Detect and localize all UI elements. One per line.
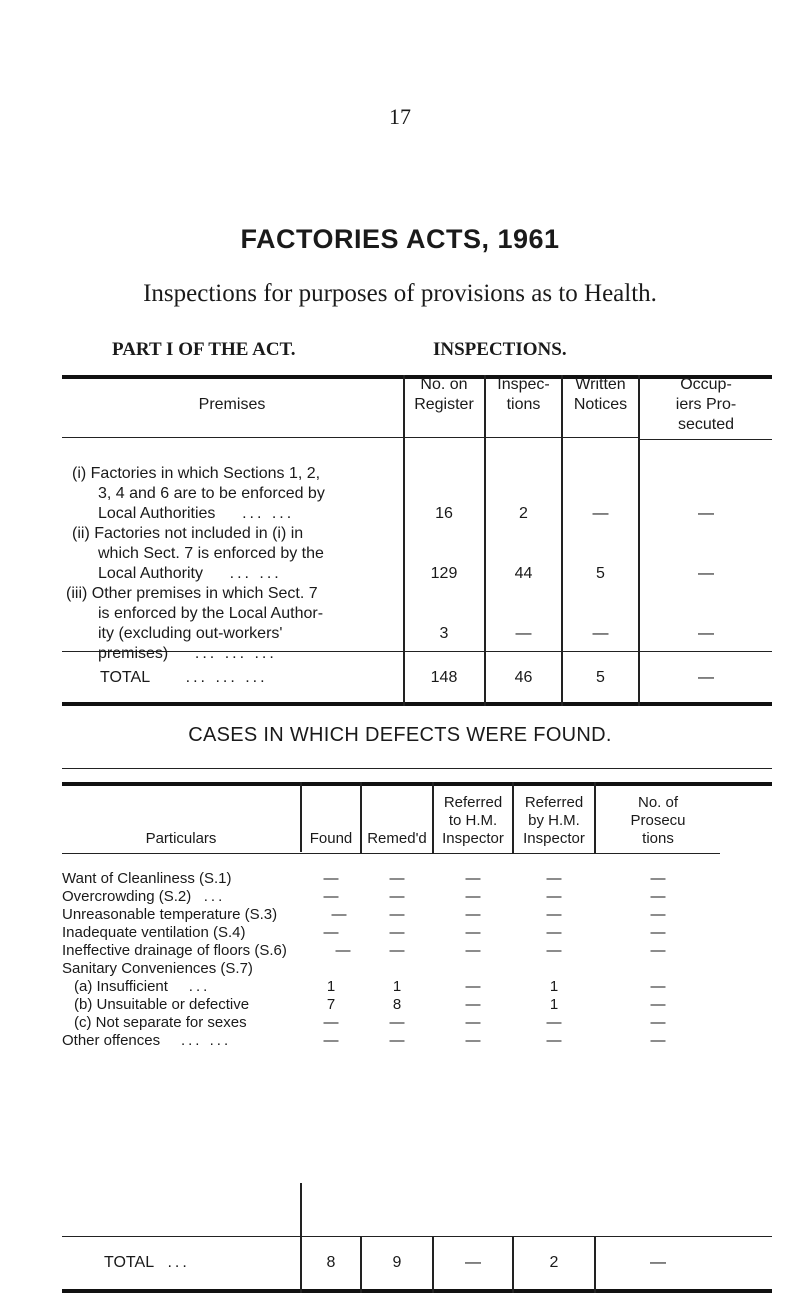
table2-header-rule [62, 853, 720, 854]
cell-found: — [323, 924, 339, 941]
cell-referred-to: — [465, 996, 481, 1013]
header-referred-by: Referred by H.M. Inspector [523, 794, 585, 847]
header-found: Found [309, 830, 353, 847]
cell-referred-by: — [546, 1014, 562, 1031]
cell-referred-to: — [465, 888, 481, 905]
cell-remedied: — [389, 942, 405, 959]
total-remedied: 9 [392, 1254, 402, 1271]
list-item: Want of Cleanliness (S.1) [62, 870, 232, 887]
table2-bottom-rule [62, 1289, 772, 1293]
cell-referred-to: — [465, 978, 481, 995]
cell-prosecuted: — [698, 565, 714, 582]
cell-found: — [323, 1032, 339, 1049]
total-label: TOTAL ... ... ... [100, 669, 268, 686]
table-row-label: (iii) Other premises in which Sect. 7 is enforced by the Local Author- ity (excluding out-workers' premises) ... ... ... [66, 585, 324, 662]
cell-found: — [335, 942, 351, 959]
part-heading: PART I OF THE ACT. [112, 339, 296, 360]
cell-prosecutions: — [650, 942, 666, 959]
total-found: 8 [326, 1254, 336, 1271]
list-item: Unreasonable temperature (S.3) [62, 906, 278, 923]
list-item: (b) Unsuitable or defective [74, 996, 250, 1013]
cell-referred-to: — [465, 924, 481, 941]
total-referred-by: 2 [549, 1254, 559, 1271]
cell-register: 129 [430, 565, 458, 582]
list-item: Overcrowding (S.2) ... [62, 888, 226, 905]
cell-prosecutions: — [650, 870, 666, 887]
cell-inspections: 2 [519, 505, 528, 522]
cell-referred-by: — [546, 924, 562, 941]
cell-remedied: — [389, 870, 405, 887]
table1-header-rule-right [640, 439, 772, 440]
cell-prosecutions: — [650, 924, 666, 941]
cell-found: — [323, 888, 339, 905]
list-item: Inadequate ventilation (S.4) [62, 924, 246, 941]
cell-referred-by: — [546, 906, 562, 923]
cell-remedied: 8 [392, 996, 402, 1013]
cell-remedied: — [389, 906, 405, 923]
header-prosecutions: No. of Prosecu tions [630, 794, 686, 847]
page-title: FACTORIES ACTS, 1961 [240, 224, 560, 254]
table1-header-rule [62, 437, 640, 438]
header-prosecuted: Occup- iers Pro- secuted [675, 376, 737, 433]
table2-top-hairline [62, 768, 772, 769]
cell-referred-to: — [465, 870, 481, 887]
cell-prosecuted: — [698, 625, 714, 642]
header-written-notices: Written Notices [573, 376, 628, 413]
page-number: 17 [389, 104, 411, 129]
cell-remedied: 1 [392, 978, 402, 995]
total-register: 148 [430, 669, 458, 686]
cell-referred-by: — [546, 1032, 562, 1049]
cell-prosecuted: — [698, 505, 714, 522]
cell-found: 7 [326, 996, 336, 1013]
cell-notices: — [592, 505, 609, 522]
cell-found: — [323, 870, 339, 887]
cell-remedied: — [389, 888, 405, 905]
table2-top-rule [62, 782, 772, 786]
total-label: TOTAL ... [104, 1254, 190, 1271]
cell-referred-by: 1 [549, 996, 559, 1013]
cell-prosecutions: — [650, 1032, 666, 1049]
cell-prosecutions: — [650, 978, 666, 995]
list-item: (c) Not separate for sexes [74, 1014, 247, 1031]
cell-found: — [331, 906, 347, 923]
cell-prosecutions: — [650, 888, 666, 905]
total-inspections: 46 [514, 669, 533, 686]
total-prosecutions: — [650, 1254, 666, 1271]
total-prosecuted: — [698, 669, 714, 686]
table-row-label: (i) Factories in which Sections 1, 2, 3, 4 and 6 are to be enforced by Local Authorities ... ... [72, 465, 325, 522]
table1-col-divider [561, 375, 563, 706]
inspections-heading: INSPECTIONS. [433, 339, 567, 360]
cases-heading: CASES IN WHICH DEFECTS WERE FOUND. [188, 724, 612, 746]
table1-col-divider [484, 375, 486, 706]
cell-remedied: — [389, 1014, 405, 1031]
cell-inspections: 44 [514, 565, 533, 582]
cell-referred-by: — [546, 942, 562, 959]
page-subtitle: Inspections for purposes of provisions as to Health. [143, 280, 657, 307]
list-item: Ineffective drainage of floors (S.6) [62, 942, 287, 959]
cell-found: 1 [326, 978, 336, 995]
cell-remedied: — [389, 924, 405, 941]
header-referred-to: Referred to H.M. Inspector [442, 794, 504, 847]
cell-referred-by: — [546, 870, 562, 887]
header-inspections: Inspec- tions [497, 376, 550, 413]
header-particulars: Particulars [145, 830, 217, 847]
cell-referred-to: — [465, 906, 481, 923]
list-item: Other offences ... ... [62, 1032, 232, 1049]
table2-total-rule [62, 1236, 772, 1237]
cell-remedied: — [389, 1032, 405, 1049]
cell-prosecutions: — [650, 906, 666, 923]
cell-referred-to: — [465, 942, 481, 959]
table-row-label: (ii) Factories not included in (i) in which Sect. 7 is enforced by the Local Authority ... ... [72, 525, 324, 582]
list-item: Sanitary Conveniences (S.7) [62, 960, 253, 977]
header-remedied: Remed'd [367, 830, 427, 847]
table2-col-divider [300, 1183, 302, 1293]
total-notices: 5 [596, 669, 605, 686]
list-item: (a) Insufficient ... [74, 978, 211, 995]
cell-notices: — [592, 625, 609, 642]
total-referred-to: — [465, 1254, 481, 1271]
header-premises: Premises [198, 396, 266, 413]
cell-referred-to: — [465, 1014, 481, 1031]
cell-referred-by: 1 [549, 978, 559, 995]
cell-referred-to: — [465, 1032, 481, 1049]
cell-register: 3 [439, 625, 449, 642]
table1-bottom-rule [62, 702, 772, 706]
cell-register: 16 [435, 505, 453, 522]
header-register: No. on Register [414, 376, 474, 413]
cell-notices: 5 [596, 565, 605, 582]
cell-referred-by: — [546, 888, 562, 905]
cell-prosecutions: — [650, 1014, 666, 1031]
cell-found: — [323, 1014, 339, 1031]
table1-col-divider [403, 375, 405, 706]
cell-inspections: — [515, 625, 532, 642]
cell-prosecutions: — [650, 996, 666, 1013]
